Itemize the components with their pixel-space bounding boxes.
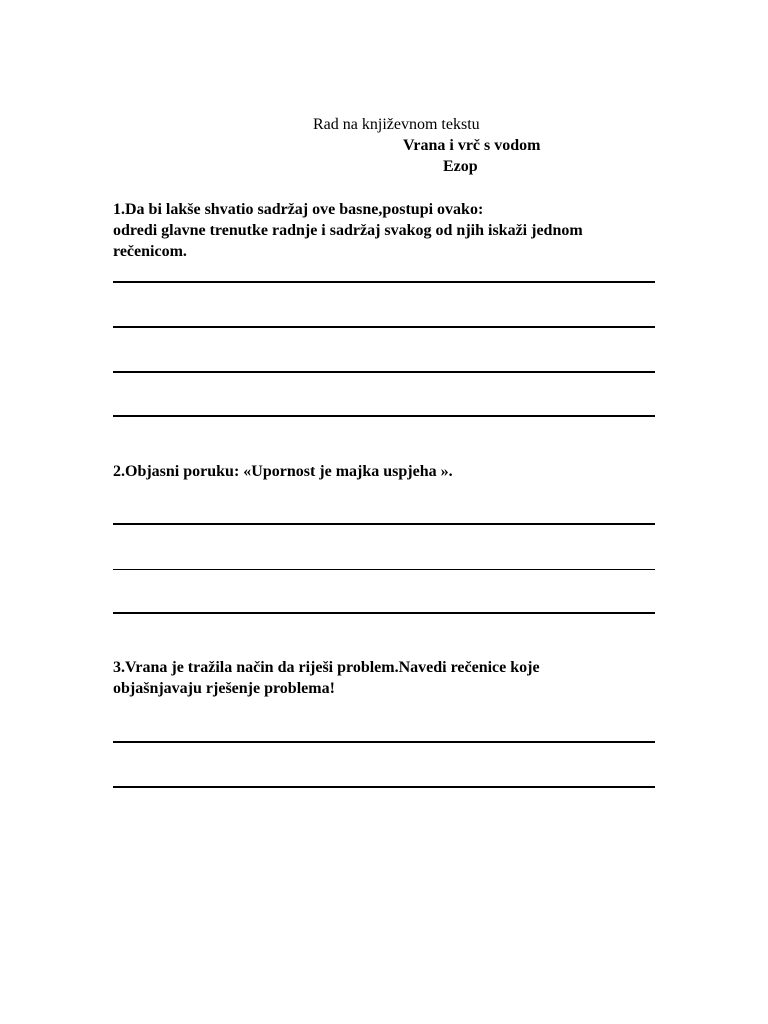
answer-line-q2-1[interactable] bbox=[113, 523, 655, 525]
answer-line-q2-2[interactable] bbox=[113, 569, 655, 570]
answer-line-q1-2[interactable] bbox=[113, 326, 655, 328]
question-1-line-2: odredi glavne trenutke radnje i sadržaj svakog od njih iskaži jednom bbox=[113, 222, 583, 239]
question-2 bbox=[113, 461, 658, 482]
answer-line-q1-4[interactable] bbox=[113, 415, 655, 417]
answer-line-q3-1[interactable] bbox=[113, 741, 655, 743]
answer-line-q2-3[interactable] bbox=[113, 612, 655, 614]
question-3-line-2: objašnjavaju rješenje problema! bbox=[113, 680, 335, 697]
fable-title: Vrana i vrč s vodom bbox=[403, 137, 541, 154]
question-3 bbox=[113, 657, 658, 699]
fable-author: Ezop bbox=[443, 158, 478, 175]
answer-line-q3-2[interactable] bbox=[113, 786, 655, 788]
worksheet-subject: Rad na književnom tekstu bbox=[313, 116, 480, 133]
answer-line-q1-1[interactable] bbox=[113, 281, 655, 283]
question-1 bbox=[113, 199, 658, 262]
question-3-line-1: 3.Vrana je tražila način da riješi problem.Navedi rečenice koje bbox=[113, 659, 540, 676]
question-1-line-1: 1.Da bi lakše shvatio sadržaj ove basne,postupi ovako: bbox=[113, 201, 484, 218]
answer-line-q1-3[interactable] bbox=[113, 371, 655, 373]
question-1-line-3: rečenicom. bbox=[113, 243, 187, 260]
question-2-line-1: 2.Objasni poruku: «Upornost je majka uspjeha ». bbox=[113, 463, 453, 480]
